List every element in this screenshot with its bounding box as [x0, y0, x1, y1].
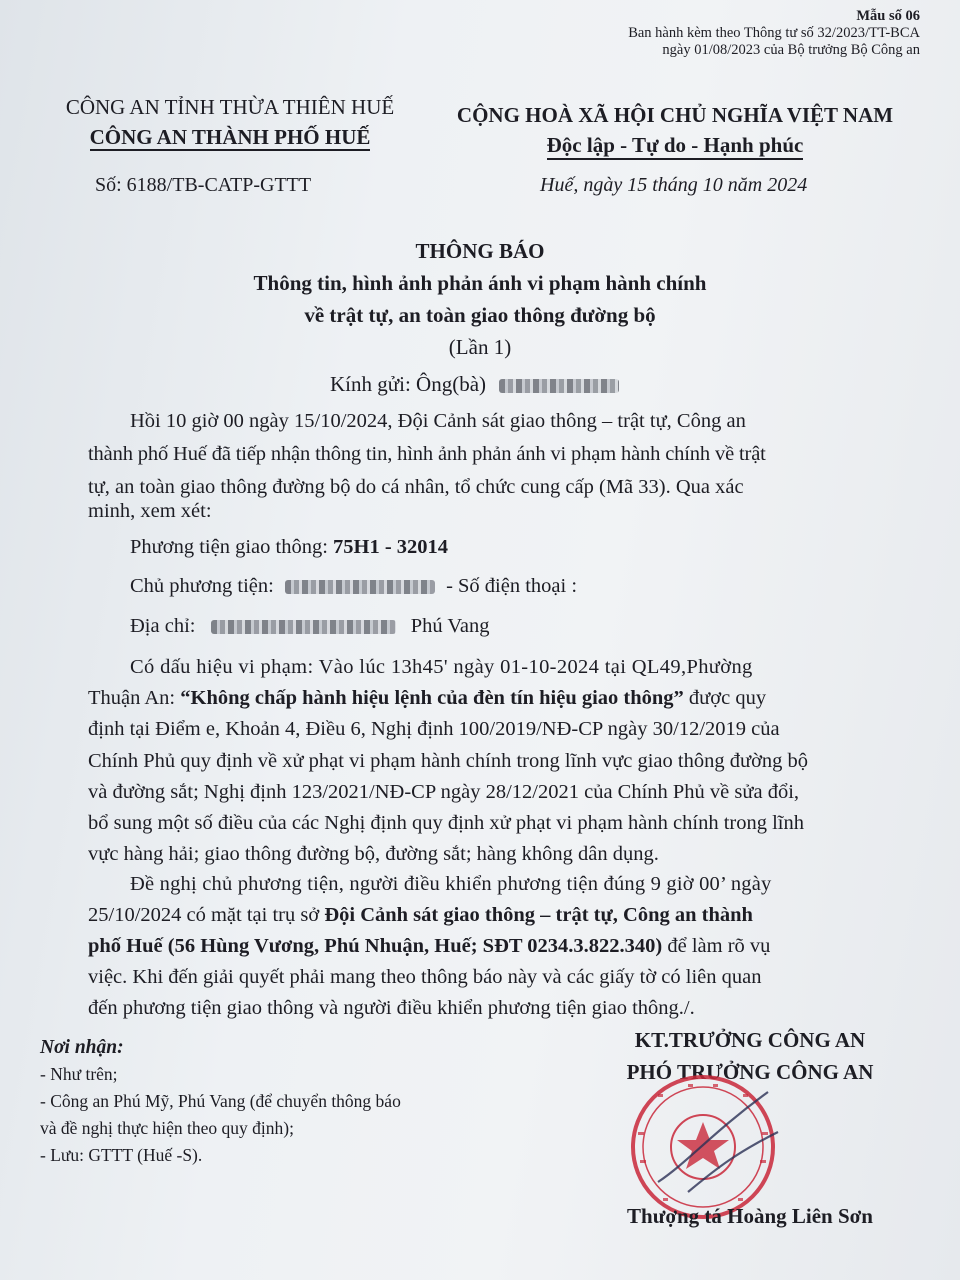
para2-line6: bổ sung một số điều của các Nghị định quy định xử phạt vi phạm hành chính trong lĩnh: [88, 812, 804, 834]
para1-line1: Hồi 10 giờ 00 ngày 15/10/2024, Đội Cảnh sát giao thông – trật tự, Công an: [130, 410, 746, 432]
para2-line4: Chính Phủ quy định về xử phạt vi phạm hành chính trong lĩnh vực giao thông đường bộ: [88, 750, 809, 772]
para2-line2: Thuận An: “Không chấp hành hiệu lệnh của đèn tín hiệu giao thông” được quy: [88, 687, 767, 709]
redacted-name: [499, 379, 619, 393]
para3-line4: việc. Khi đến giải quyết phải mang theo thông báo này và các giấy tờ có liên quan: [88, 966, 762, 988]
para3-line3: phố Huế (56 Hùng Vương, Phú Nhuận, Huế; SĐT 0234.3.822.340) để làm rõ vụ: [88, 935, 771, 957]
recipient-label: Kính gửi: Ông(bà): [330, 372, 487, 396]
redacted-address: [211, 620, 396, 634]
form-issued-line1: Ban hành kèm theo Thông tư số 32/2023/TT-BCA: [628, 25, 920, 41]
para2-line1: Có dấu hiệu vi phạm: Vào lúc 13h45' ngày 01-10-2024 tại QL49,Phường: [130, 656, 753, 678]
recipients-heading: Nơi nhận:: [40, 1037, 124, 1058]
document-date: Huế, ngày 15 tháng 10 năm 2024: [540, 174, 808, 196]
owner-line: [130, 575, 577, 598]
official-seal-stamp: [618, 1072, 788, 1222]
national-header: [420, 100, 930, 160]
address-tail: Phú Vang: [410, 615, 490, 637]
recipient-line: [330, 372, 619, 397]
national-motto: Độc lập - Tự do - Hạnh phúc: [420, 130, 930, 160]
recipient-item: - Công an Phú Mỹ, Phú Vang (để chuyển thông báo: [40, 1091, 401, 1111]
para1-line4: minh, xem xét:: [88, 500, 212, 522]
agency-header: [30, 92, 430, 152]
document-title: [0, 235, 960, 363]
document-number: Số: 6188/TB-CATP-GTTT: [95, 174, 312, 196]
form-issued-line2: ngày 01/08/2023 của Bộ trưởng Bộ Công an: [662, 42, 920, 58]
office-address: phố Huế (56 Hùng Vương, Phú Nhuận, Huế; SĐT 0234.3.822.340): [88, 935, 663, 957]
para2-line3: định tại Điểm e, Khoản 4, Điều 6, Nghị định 100/2019/NĐ-CP ngày 30/12/2019 của: [88, 718, 780, 740]
title-main: THÔNG BÁO: [415, 239, 545, 263]
vehicle-line: [130, 536, 448, 559]
signature-line1: KT.TRƯỞNG CÔNG AN: [634, 1028, 866, 1052]
agency-parent: CÔNG AN TỈNH THỪA THIÊN HUẾ: [65, 95, 395, 119]
redacted-owner: [285, 580, 435, 594]
address-line: [130, 615, 490, 638]
recipient-item: - Như trên;: [40, 1064, 118, 1084]
title-sub1: Thông tin, hình ảnh phản ánh vi phạm hành chính: [253, 271, 707, 295]
violation-text: “Không chấp hành hiệu lệnh của đèn tín hiệu giao thông”: [180, 687, 684, 709]
recipients-block: [40, 1034, 401, 1169]
recipient-item: - Lưu: GTTT (Huế -S).: [40, 1145, 203, 1165]
signature-line2: PHÓ TRƯỞNG CÔNG AN: [626, 1060, 874, 1084]
owner-label: Chủ phương tiện:: [130, 575, 274, 597]
form-number: Mẫu số 06: [856, 8, 920, 24]
signer-name: Thượng tá Hoàng Liên Sơn: [627, 1204, 873, 1228]
office-name: Đội Cảnh sát giao thông – trật tự, Công an thành: [324, 904, 753, 926]
para2-line5: và đường sắt; Nghị định 123/2021/NĐ-CP ngày 28/12/2021 của Chính Phủ về sửa đổi,: [88, 781, 800, 803]
national-title: CỘNG HOÀ XÃ HỘI CHỦ NGHĨA VIỆT NAM: [456, 103, 894, 127]
recipient-item: và đề nghị thực hiện theo quy định);: [40, 1118, 294, 1138]
para3-line5: đến phương tiện giao thông và người điều khiển phương tiện giao thông./.: [88, 997, 695, 1019]
address-label: Địa chỉ:: [130, 615, 196, 637]
form-number-block: [628, 8, 920, 59]
vehicle-plate: 75H1 - 32014: [333, 536, 449, 558]
para3-line2: 25/10/2024 có mặt tại trụ sở Đội Cảnh sát giao thông – trật tự, Công an thành: [88, 904, 753, 926]
agency-name: CÔNG AN THÀNH PHỐ HUẾ: [89, 125, 371, 149]
vehicle-label: Phương tiện giao thông:: [130, 536, 334, 558]
title-sub2: về trật tự, an toàn giao thông đường bộ: [304, 303, 656, 327]
para2-line7: vực hàng hải; giao thông đường bộ, đường sắt; hàng không dân dụng.: [88, 843, 659, 865]
para1-line3: tự, an toàn giao thông đường bộ do cá nhân, tổ chức cung cấp (Mã 33). Qua xác: [88, 476, 744, 498]
phone-label: - Số điện thoại :: [446, 575, 578, 597]
para1-line2: thành phố Huế đã tiếp nhận thông tin, hình ảnh phản ánh vi phạm hành chính về trật: [88, 443, 766, 465]
para3-line1: Đề nghị chủ phương tiện, người điều khiển phương tiện đúng 9 giờ 00’ ngày: [130, 873, 772, 895]
title-round: (Lần 1): [448, 335, 512, 359]
